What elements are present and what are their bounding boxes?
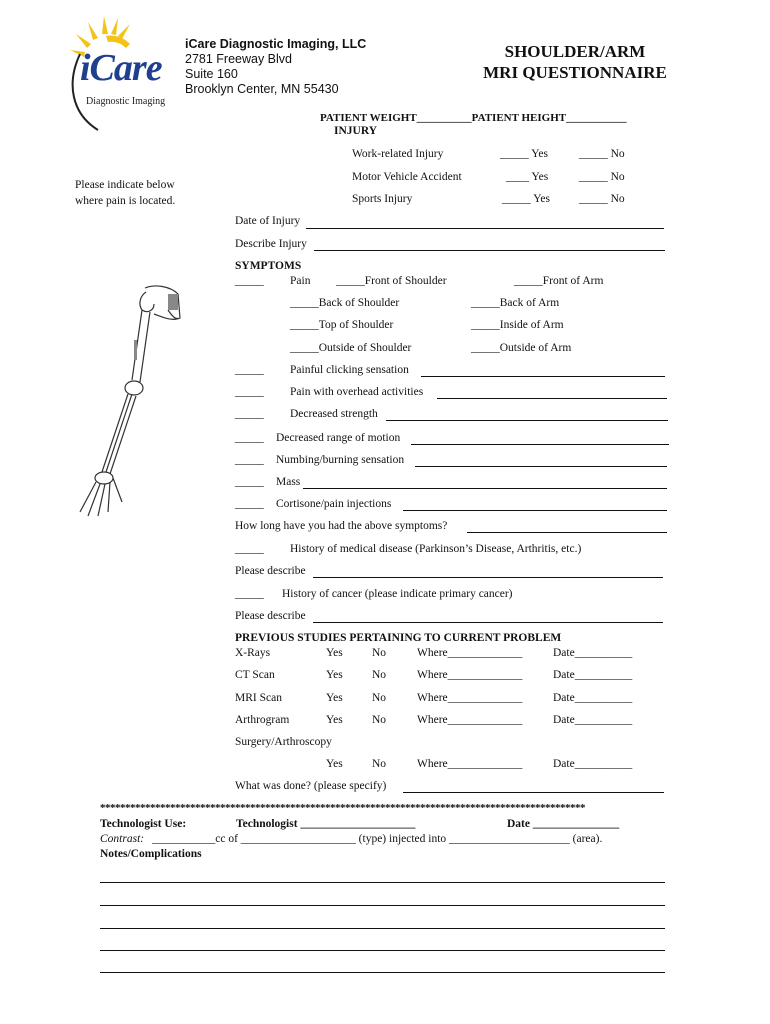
injury-sports-label: Sports Injury <box>352 193 413 205</box>
strength-blank[interactable]: _____ <box>235 408 264 420</box>
medical-label: History of medical disease (Parkinson’s Disease, Arthritis, etc.) <box>290 543 582 555</box>
mass-field[interactable] <box>303 488 667 489</box>
study-mri-yes[interactable]: Yes <box>326 692 343 704</box>
contrast-label: Contrast: <box>100 833 145 845</box>
technologist-date-field[interactable]: Date _______________ <box>507 818 620 830</box>
overhead-blank[interactable]: _____ <box>235 386 264 398</box>
company-address-1: 2781 Freeway Blvd <box>185 52 293 66</box>
study-xrays-date[interactable]: Date__________ <box>553 647 633 659</box>
outside-shoulder-option[interactable]: _____Outside of Shoulder <box>290 342 412 354</box>
front-shoulder-option[interactable]: _____Front of Shoulder <box>336 275 447 287</box>
study-ct-label: CT Scan <box>235 669 275 681</box>
strength-field[interactable] <box>386 420 668 421</box>
injury-motor-yes[interactable]: ____ Yes <box>506 171 549 183</box>
inside-arm-option[interactable]: _____Inside of Arm <box>471 319 564 331</box>
injury-sports-yes[interactable]: _____ Yes <box>502 193 550 205</box>
overhead-label: Pain with overhead activities <box>290 386 424 398</box>
study-arthrogram-where[interactable]: Where_____________ <box>417 714 523 726</box>
what-done-label: What was done? (please specify) <box>235 780 387 792</box>
study-surgery-where[interactable]: Where_____________ <box>417 758 523 770</box>
technologist-field[interactable]: Technologist ____________________ <box>236 818 416 830</box>
cancer-describe-label: Please describe <box>235 610 306 622</box>
studies-heading: PREVIOUS STUDIES PERTAINING TO CURRENT PROBLEM <box>235 632 562 644</box>
range-label: Decreased range of motion <box>276 432 401 444</box>
study-mri-where[interactable]: Where_____________ <box>417 692 523 704</box>
mass-label: Mass <box>276 476 301 488</box>
pain-label: Pain <box>290 275 311 287</box>
cortisone-field[interactable] <box>403 510 667 511</box>
describe-injury-field[interactable] <box>314 250 665 251</box>
injury-sports-no[interactable]: _____ No <box>579 193 625 205</box>
back-arm-option[interactable]: _____Back of Arm <box>471 297 560 309</box>
study-ct-no[interactable]: No <box>372 669 387 681</box>
patient-weight-height: PATIENT WEIGHT__________PATIENT HEIGHT___________ <box>320 112 627 124</box>
date-of-injury-label: Date of Injury <box>235 215 301 227</box>
back-shoulder-option[interactable]: _____Back of Shoulder <box>290 297 400 309</box>
describe-injury-label: Describe Injury <box>235 238 307 250</box>
notes-line-5[interactable] <box>100 972 665 973</box>
study-xrays-where[interactable]: Where_____________ <box>417 647 523 659</box>
how-long-field[interactable] <box>467 532 667 533</box>
study-xrays-yes[interactable]: Yes <box>326 647 343 659</box>
study-mri-date[interactable]: Date__________ <box>553 692 633 704</box>
notes-line-1[interactable] <box>100 882 665 883</box>
study-arthrogram-label: Arthrogram <box>235 714 290 726</box>
pain-note-line1: Please indicate below <box>75 179 175 191</box>
front-arm-option[interactable]: _____Front of Arm <box>514 275 604 287</box>
company-name: iCare Diagnostic Imaging, LLC <box>185 37 367 51</box>
form-title-line2: MRI QUESTIONNAIRE <box>483 63 667 82</box>
study-xrays-label: X-Rays <box>235 647 271 659</box>
cancer-label: History of cancer (please indicate primary cancer) <box>282 588 513 600</box>
section-divider: ************************************************************************************************* <box>100 802 585 814</box>
range-blank[interactable]: _____ <box>235 432 264 444</box>
study-arthrogram-no[interactable]: No <box>372 714 387 726</box>
notes-label: Notes/Complications <box>100 848 202 860</box>
pain-blank[interactable]: _____ <box>235 275 264 287</box>
cancer-blank[interactable]: _____ <box>235 588 264 600</box>
what-done-field[interactable] <box>403 792 664 793</box>
form-title-line1: SHOULDER/ARM <box>504 42 646 61</box>
clicking-blank[interactable]: _____ <box>235 364 264 376</box>
injury-work-yes[interactable]: _____ Yes <box>500 148 548 160</box>
logo-tagline: Diagnostic Imaging <box>86 96 166 107</box>
outside-arm-option[interactable]: _____Outside of Arm <box>471 342 572 354</box>
top-shoulder-option[interactable]: _____Top of Shoulder <box>290 319 394 331</box>
contrast-fields[interactable]: ___________cc of ____________________ (type) injected into _____________________ (area). <box>152 833 603 845</box>
injury-motor-label: Motor Vehicle Accident <box>352 171 462 183</box>
study-surgery-date[interactable]: Date__________ <box>553 758 633 770</box>
mass-blank[interactable]: _____ <box>235 476 264 488</box>
clicking-label: Painful clicking sensation <box>290 364 409 376</box>
clicking-field[interactable] <box>421 376 665 377</box>
study-surgery-label: Surgery/Arthroscopy <box>235 736 332 748</box>
numbing-field[interactable] <box>415 466 667 467</box>
injury-heading: INJURY <box>334 125 378 137</box>
company-logo <box>66 14 176 132</box>
study-ct-where[interactable]: Where_____________ <box>417 669 523 681</box>
strength-label: Decreased strength <box>290 408 378 420</box>
cortisone-label: Cortisone/pain injections <box>276 498 392 510</box>
medical-describe-field[interactable] <box>313 577 663 578</box>
range-field[interactable] <box>411 444 669 445</box>
injury-work-no[interactable]: _____ No <box>579 148 625 160</box>
notes-line-3[interactable] <box>100 928 665 929</box>
notes-line-2[interactable] <box>100 905 665 906</box>
arm-skeleton-illustration <box>50 280 185 520</box>
injury-work-label: Work-related Injury <box>352 148 444 160</box>
study-surgery-no[interactable]: No <box>372 758 387 770</box>
medical-describe-label: Please describe <box>235 565 306 577</box>
study-xrays-no[interactable]: No <box>372 647 387 659</box>
study-mri-no[interactable]: No <box>372 692 387 704</box>
numbing-label: Numbing/burning sensation <box>276 454 405 466</box>
cortisone-blank[interactable]: _____ <box>235 498 264 510</box>
company-address-2: Suite 160 <box>185 67 238 81</box>
notes-line-4[interactable] <box>100 950 665 951</box>
cancer-describe-field[interactable] <box>313 622 663 623</box>
how-long-label: How long have you had the above symptoms? <box>235 520 448 532</box>
medical-blank[interactable]: _____ <box>235 543 264 555</box>
study-surgery-yes[interactable]: Yes <box>326 758 343 770</box>
numbing-blank[interactable]: _____ <box>235 454 264 466</box>
overhead-field[interactable] <box>437 398 667 399</box>
study-mri-label: MRI Scan <box>235 692 282 704</box>
study-arthrogram-date[interactable]: Date__________ <box>553 714 633 726</box>
date-of-injury-field[interactable] <box>306 228 664 229</box>
injury-motor-no[interactable]: _____ No <box>579 171 625 183</box>
study-arthrogram-yes[interactable]: Yes <box>326 714 343 726</box>
symptoms-heading: SYMPTOMS <box>235 260 302 272</box>
technologist-use-label: Technologist Use: <box>100 818 187 830</box>
logo-brand: iCare <box>80 47 162 89</box>
study-ct-date[interactable]: Date__________ <box>553 669 633 681</box>
company-address-3: Brooklyn Center, MN 55430 <box>185 82 339 96</box>
pain-note-line2: where pain is located. <box>75 195 176 207</box>
study-ct-yes[interactable]: Yes <box>326 669 343 681</box>
